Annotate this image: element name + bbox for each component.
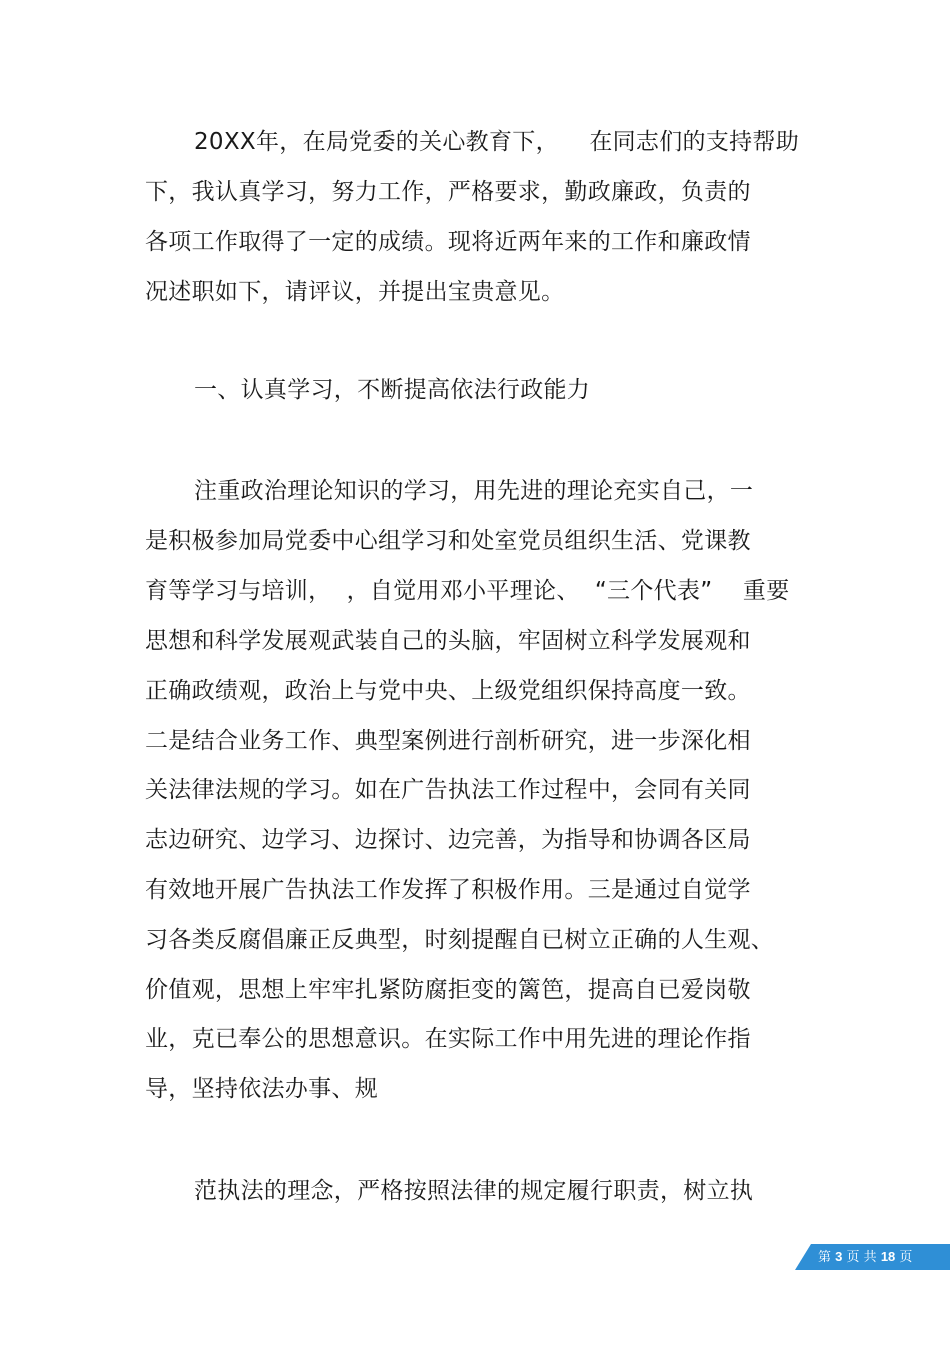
total-page-number: 18 xyxy=(880,1249,896,1264)
paragraph-2-line-13: 导，坚持依法办事、规 xyxy=(145,1076,378,1102)
paragraph-2-line-3: 育等学习与培训， ，自觉用邓小平理论、 “三个代表” 重要 xyxy=(145,578,790,604)
current-page-number: 3 xyxy=(835,1249,843,1264)
paragraph-2-line-2: 是积极参加局党委中心组学习和处室党员组织生活、党课教 xyxy=(145,528,751,554)
paragraph-2-line-8: 志边研究、边学习、边探讨、边完善，为指导和协调各区局 xyxy=(145,827,751,853)
paragraph-2-line-12: 业，克已奉公的思想意识。在实际工作中用先进的理论作指 xyxy=(145,1026,751,1052)
page-suffix: 页 xyxy=(899,1250,913,1265)
paragraph-2-line-4: 思想和科学发展观武装自己的头脑，牢固树立科学发展观和 xyxy=(145,628,751,654)
paragraph-2-line-6: 二是结合业务工作、典型案例进行剖析研究，进一步深化相 xyxy=(145,728,751,754)
paragraph-3-line-1: 范执法的理念，严格按照法律的规定履行职责，树立执 xyxy=(194,1178,754,1204)
section-heading-1: 一、认真学习，不断提高依法行政能力 xyxy=(194,377,591,403)
paragraph-2-line-9: 有效地开展广告执法工作发挥了积极作用。三是通过自觉学 xyxy=(145,877,751,903)
page-prefix: 第 xyxy=(818,1250,832,1265)
paragraph-1-line-3: 各项工作取得了一定的成绩。现将近两年来的工作和廉政情 xyxy=(145,229,751,255)
page-middle: 页 共 xyxy=(846,1250,877,1265)
paragraph-2-line-7: 关法律法规的学习。如在广告执法工作过程中，会同有关同 xyxy=(145,777,751,803)
page-number-label xyxy=(818,1244,942,1270)
paragraph-2-line-1: 注重政治理论知识的学习，用先进的理论充实自己，一 xyxy=(194,478,754,504)
paragraph-1-line-1: 20XX年，在局党委的关心教育下， 在同志们的支持帮助 xyxy=(194,129,800,155)
paragraph-2-line-11: 价值观，思想上牢牢扎紧防腐拒变的篱笆，提高自已爱岗敬 xyxy=(145,977,751,1003)
paragraph-2-line-5: 正确政绩观，政治上与党中央、上级党组织保持高度一致。 xyxy=(145,678,751,704)
paragraph-1-line-2: 下，我认真学习，努力工作，严格要求，勤政廉政，负责的 xyxy=(145,179,751,205)
paragraph-2-line-10: 习各类反腐倡廉正反典型，时刻提醒自已树立正确的人生观、 xyxy=(145,927,775,953)
paragraph-1-line-4: 况述职如下，请评议，并提出宝贵意见。 xyxy=(145,279,565,305)
